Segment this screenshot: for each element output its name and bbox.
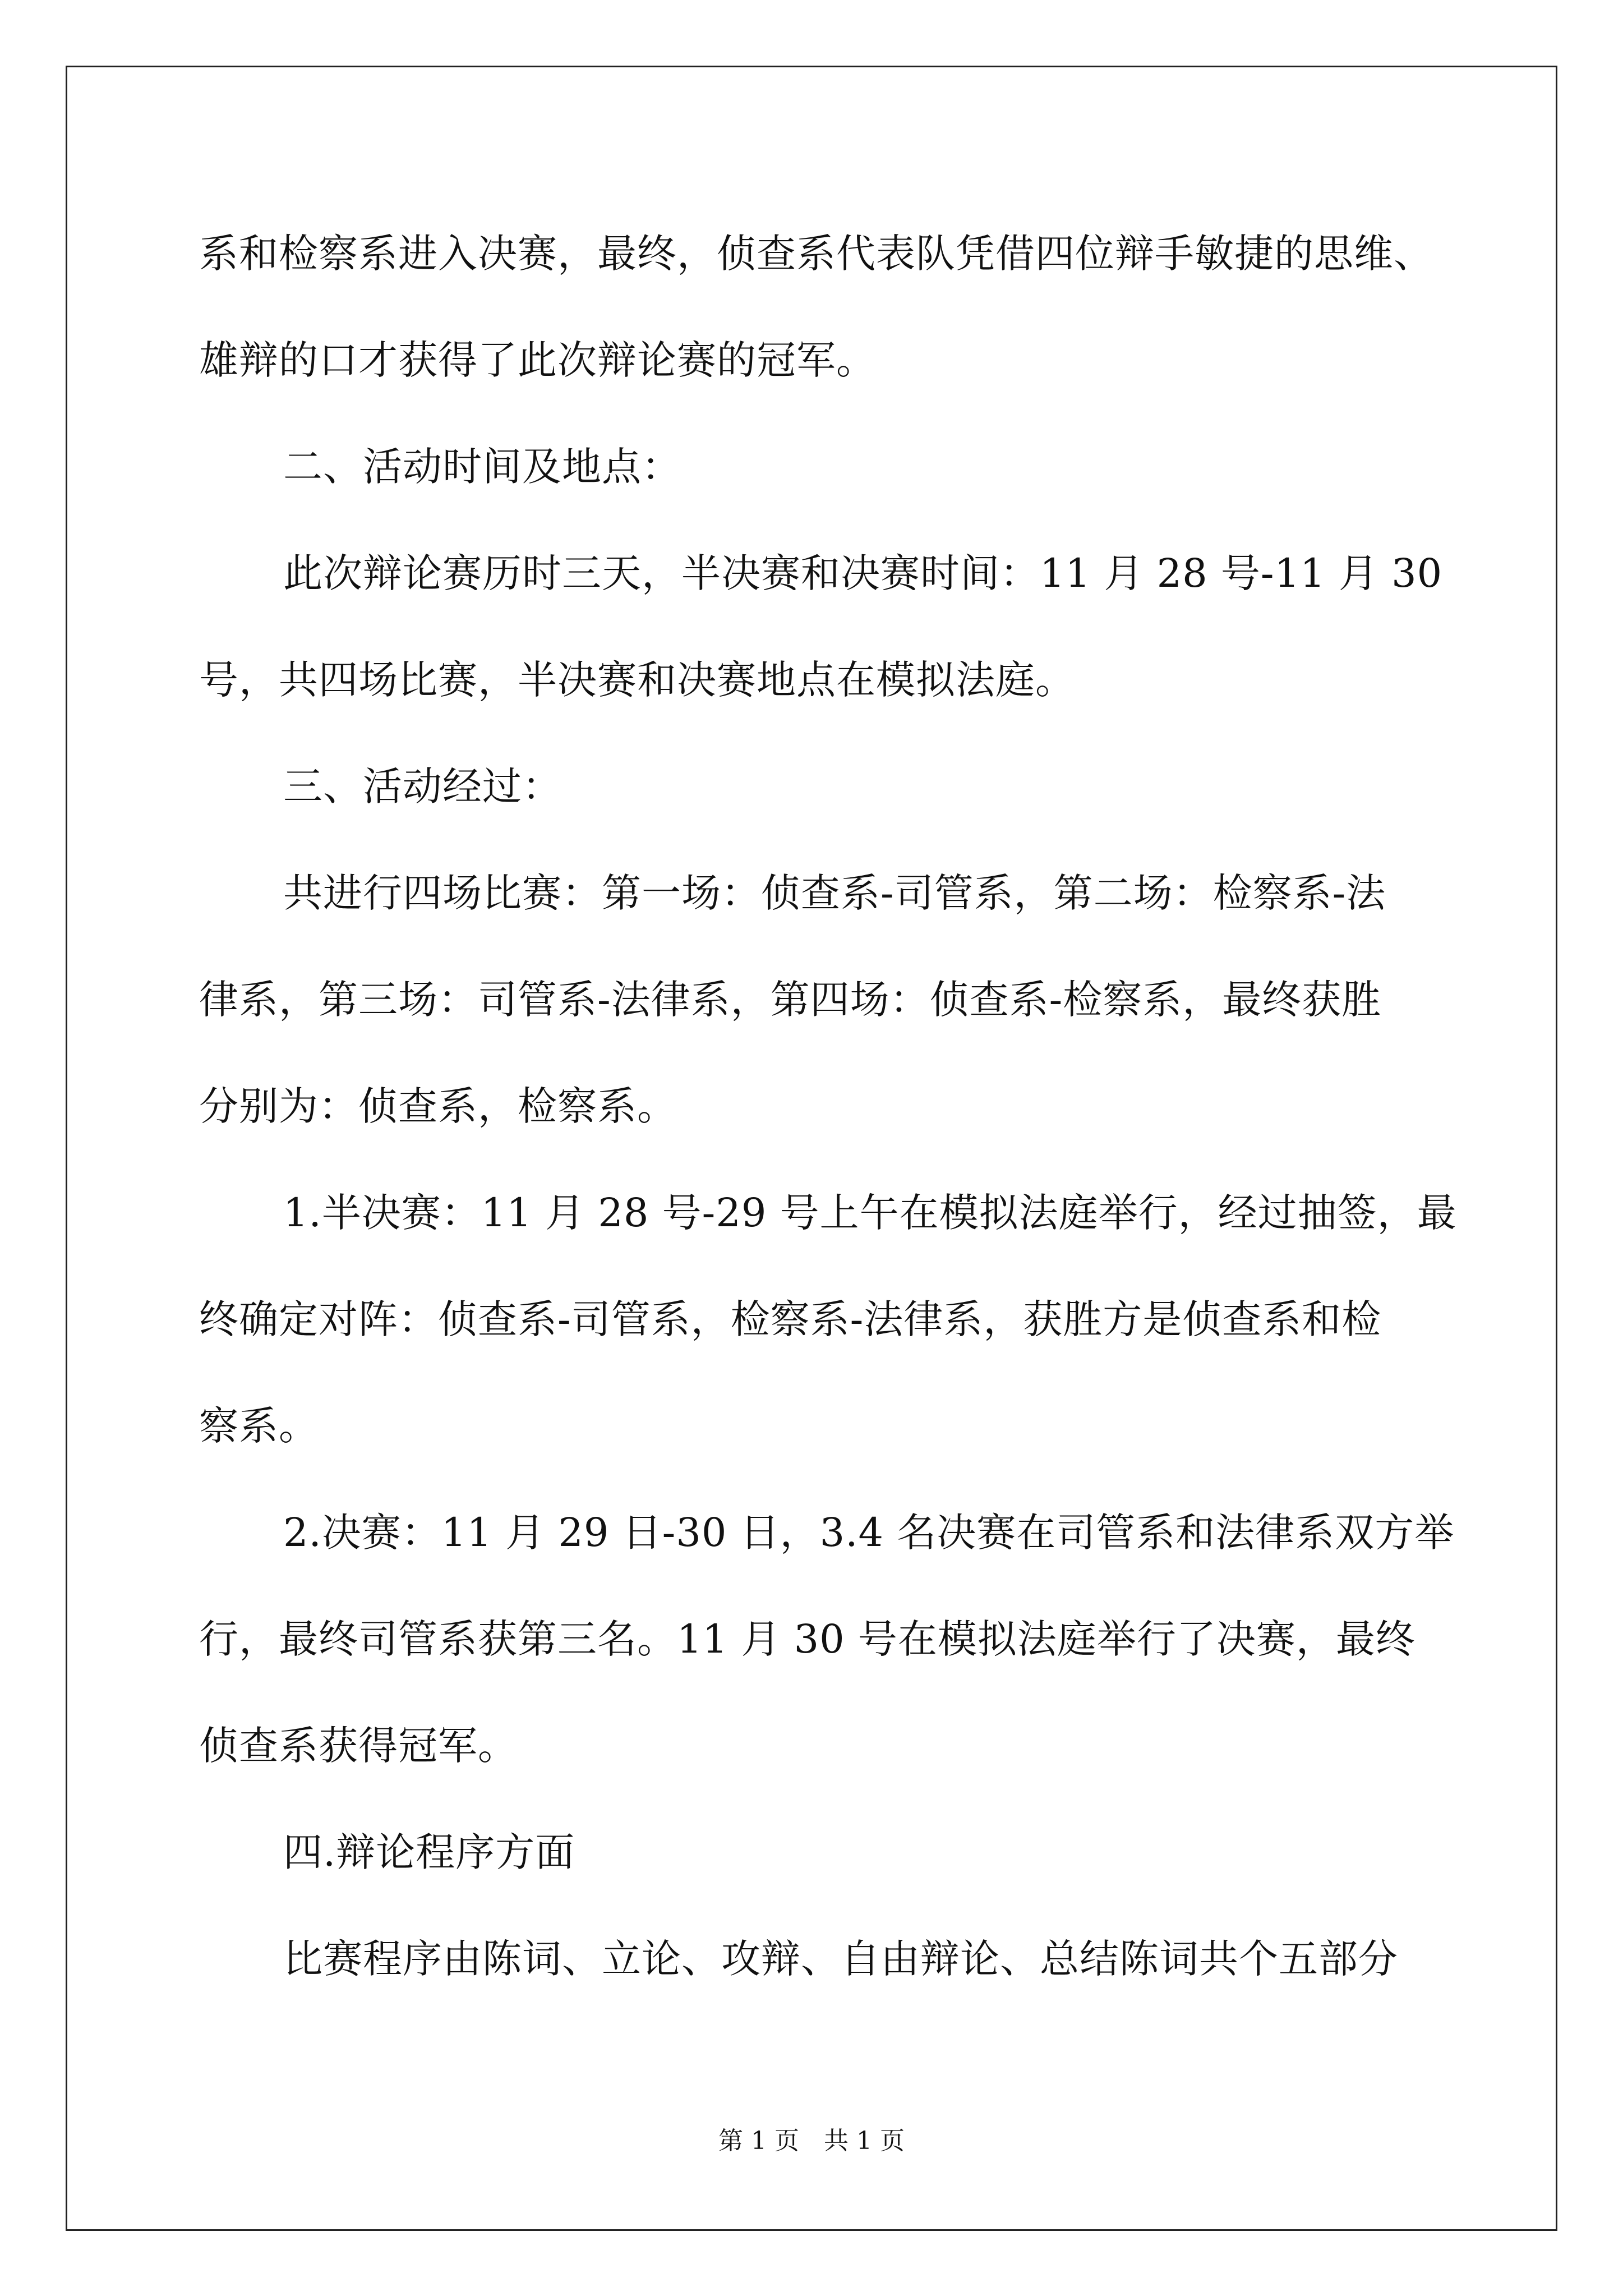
text-line-10: 1.半决赛：11 月 28 号-29 号上午在模拟法庭举行，经过抽签，最 — [283, 1190, 1457, 1236]
page-footer: 第 1 页 共 1 页 — [718, 2127, 905, 2155]
text-line-13: 2.决赛：11 月 29 日-30 日，3.4 名决赛在司管系和法律系双方举 — [283, 1510, 1455, 1556]
text-line-14: 行，最终司管系获第三名。11 月 30 号在模拟法庭举行了决赛，最终 — [199, 1616, 1415, 1662]
text-line-7: 共进行四场比赛：第一场：侦查系-司管系，第二场：检察系-法 — [283, 870, 1386, 916]
page-border — [66, 66, 1557, 2231]
text-line-1: 系和检察系进入决赛，最终，侦查系代表队凭借四位辩手敏捷的思维、 — [199, 231, 1433, 277]
text-line-8: 律系，第三场：司管系-法律系，第四场：侦查系-检察系，最终获胜 — [199, 977, 1382, 1023]
section-heading-4: 四.辩论程序方面 — [283, 1829, 575, 1875]
text-line-17: 比赛程序由陈词、立论、攻辩、自由辩论、总结陈词共个五部分 — [283, 1936, 1398, 1982]
section-heading-3: 三、活动经过： — [283, 763, 562, 809]
text-line-4: 此次辩论赛历时三天，半决赛和决赛时间：11 月 28 号-11 月 30 — [283, 550, 1443, 596]
text-line-11: 终确定对阵：侦查系-司管系，检察系-法律系，获胜方是侦查系和检 — [199, 1296, 1382, 1342]
text-line-12: 察系。 — [199, 1403, 319, 1449]
text-line-5: 号，共四场比赛，半决赛和决赛地点在模拟法庭。 — [199, 657, 1075, 703]
text-line-15: 侦查系获得冠军。 — [199, 1723, 518, 1769]
text-line-9: 分别为：侦查系，检察系。 — [199, 1083, 677, 1129]
text-line-2: 雄辩的口才获得了此次辩论赛的冠军。 — [199, 337, 876, 383]
section-heading-2: 二、活动时间及地点： — [283, 444, 681, 490]
